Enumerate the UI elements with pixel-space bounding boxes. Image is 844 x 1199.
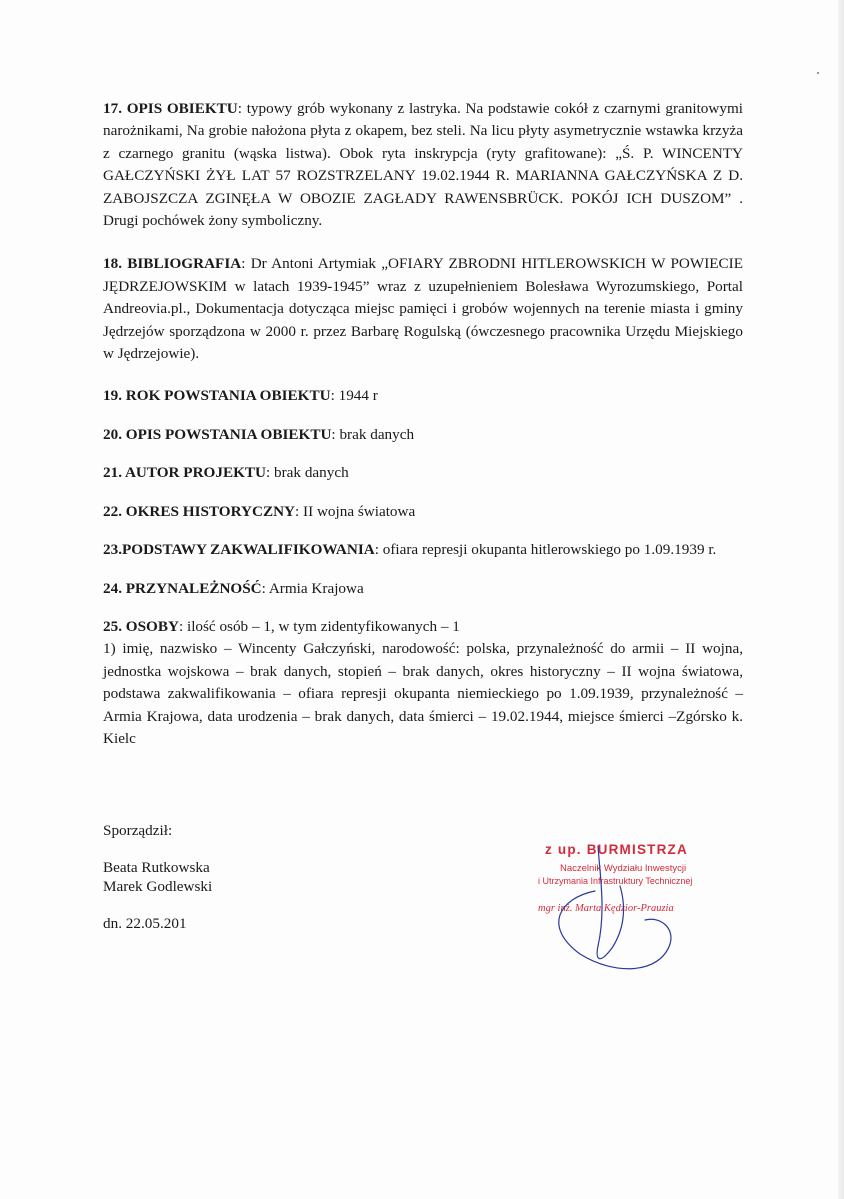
section-18-label: 18. BIBLIOGRAFIA	[103, 255, 242, 273]
section-21	[103, 462, 743, 484]
section-22-label: 22. OKRES HISTORYCZNY	[103, 502, 296, 520]
section-25-person: 1) imię, nazwisko – Wincenty Gałczyński, narodowość: polska, przynależność do armii – II wojna, jednostka wojskowa – brak danych, stopień – brak danych, okres historyczny – II wojna światowa, podstawa zakwalifikowania – ofiara represji okupanta niemieckiego po 1.09.1939, przynależność – Armia Krajowa, data urodzenia – brak danych, data śmierci – 19.02.1944, miejsce śmierci –Zgórsko k. Kielc	[103, 640, 743, 747]
stamp-line-1: z up. BURMISTRZA	[545, 842, 688, 857]
section-19	[103, 385, 743, 407]
document-date: dn. 22.05.201	[103, 915, 187, 932]
section-25-text: : ilość osób – 1, w tym zidentyfikowanych – 1	[178, 617, 460, 635]
section-24-text: : Armia Krajowa	[261, 579, 364, 597]
prepared-by-label: Sporządził:	[103, 822, 173, 839]
section-25	[103, 616, 743, 750]
section-21-label: 21. AUTOR PROJEKTU	[103, 464, 267, 482]
section-23-label: 23.PODSTAWY ZAKWALIFIKOWANIA	[103, 541, 375, 559]
section-17-label: 17. OPIS OBIEKTU	[103, 100, 238, 117]
section-25-label: 25. OSOBY	[103, 617, 179, 635]
section-23-text: : ofiara represji okupanta hitlerowskiego po 1.09.1939 r.	[374, 541, 717, 559]
scan-speck	[817, 72, 819, 74]
section-24	[103, 578, 743, 600]
stamp-line-2: Naczelnik Wydziału Inwestycji	[560, 863, 687, 874]
document-body	[103, 98, 743, 750]
section-21-text: : brak danych	[266, 464, 349, 482]
section-17	[103, 98, 743, 232]
section-20-label: 20. OPIS POWSTANIA OBIEKTU	[103, 425, 332, 443]
section-18-text: : Dr Antoni Artymiak „OFIARY ZBRODNI HITLEROWSKICH W POWIECIE JĘDRZEJOWSKIM w latach 1939-1945” wraz z uzupełnieniem Bolesława Wyrozumskiego, Portal Andreovia.pl., Dokumentacja dotycząca miejsc pamięci i grobów wojennych na terenie miasta i gminy Jędrzejów sporządzona w 2000 r. przez Barbarę Rogulską (ówczesnego pracownika Urzędu Miejskiego w Jędrzejowie).	[103, 255, 743, 363]
section-17-text: : typowy grób wykonany z lastryka. Na podstawie cokół z czarnymi granitowymi narożnikami, Na grobie nałożona płyta z okapem, bez steli. Na licu płyty asymetrycznie wstawka krzyża z czarnego granitu (wąska listwa). Obok ryta inskrypcja (ryty grafitowane): „Ś. P. WINCENTY GAŁCZYŃSKI ŻYŁ LAT 57 ROZSTRZELANY 19.02.1944 R. MARIANNA GAŁCZYŃSKA Z D. ZABOJSZCZA ZGINĘŁA W OBOZIE ZAGŁADY RAWENSBRÜCK. POKÓJ ICH DUSZOM” . Drugi pochówek żony symboliczny.	[103, 100, 743, 230]
stamp-line-4: mgr inż. Marta Kędzior-Prauzia	[538, 903, 674, 914]
section-22	[103, 501, 743, 523]
section-20	[103, 424, 743, 446]
author-1: Beata Rutkowska	[103, 859, 210, 876]
official-stamp-signature	[520, 836, 750, 981]
stamp-line-3: i Utrzymania Infrastruktury Technicznej	[538, 876, 693, 886]
section-23	[103, 539, 743, 561]
section-19-label: 19. ROK POWSTANIA OBIEKTU	[103, 387, 331, 405]
section-20-text: : brak danych	[331, 425, 415, 443]
scan-edge	[838, 0, 844, 1199]
section-22-text: : II wojna światowa	[295, 502, 416, 520]
section-18	[103, 253, 743, 365]
author-2: Marek Godlewski	[103, 878, 213, 895]
section-24-label: 24. PRZYNALEŻNOŚĆ	[103, 579, 262, 597]
section-19-text: : 1944 r	[330, 387, 378, 405]
